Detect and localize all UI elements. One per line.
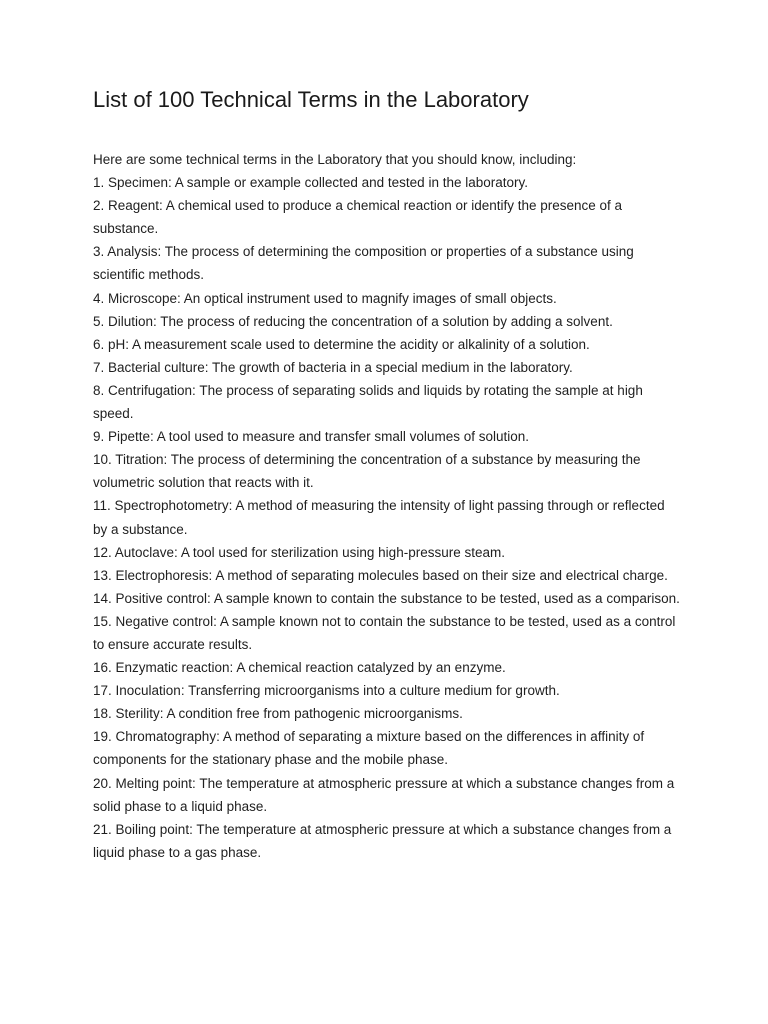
term-item: 18. Sterility: A condition free from pathogenic microorganisms. bbox=[93, 706, 463, 722]
term-item: 19. Chromatography: A method of separating a mixture based on the differences in affinity of components for the stationary phase and the mobile phase. bbox=[93, 729, 645, 768]
term-item: 12. Autoclave: A tool used for sterilization using high-pressure steam. bbox=[93, 544, 505, 560]
term-item: 7. Bacterial culture: The growth of bacteria in a special medium in the laboratory. bbox=[93, 359, 573, 375]
term-item: 20. Melting point: The temperature at atmospheric pressure at which a substance changes from a solid phase to a liquid phase. bbox=[93, 775, 675, 814]
term-item: 6. pH: A measurement scale used to determine the acidity or alkalinity of a solution. bbox=[93, 336, 590, 352]
document-content bbox=[93, 86, 681, 864]
document-title: List of 100 Technical Terms in the Laboratory bbox=[93, 87, 529, 112]
term-item: 15. Negative control: A sample known not to contain the substance to be tested, used as a control to ensure accurate results. bbox=[93, 613, 676, 652]
term-item: 14. Positive control: A sample known to contain the substance to be tested, used as a comparison. bbox=[93, 590, 680, 606]
term-item: 11. Spectrophotometry: A method of measuring the intensity of light passing through or reflected by a substance. bbox=[93, 498, 665, 537]
term-item: 17. Inoculation: Transferring microorganisms into a culture medium for growth. bbox=[93, 683, 560, 699]
term-item: 8. Centrifugation: The process of separating solids and liquids by rotating the sample at high speed. bbox=[93, 382, 643, 422]
term-item: 3. Analysis: The process of determining the composition or properties of a substance using scientific methods. bbox=[93, 244, 634, 283]
term-item: 2. Reagent: A chemical used to produce a chemical reaction or identify the presence of a substance. bbox=[93, 198, 623, 237]
term-item: 21. Boiling point: The temperature at atmospheric pressure at which a substance changes from a liquid phase to a gas phase. bbox=[93, 821, 672, 860]
term-item: 13. Electrophoresis: A method of separating molecules based on their size and electrical charge. bbox=[93, 567, 668, 583]
term-item: 16. Enzymatic reaction: A chemical reaction catalyzed by an enzyme. bbox=[93, 660, 506, 676]
term-item: 4. Microscope: An optical instrument used to magnify images of small objects. bbox=[93, 290, 557, 306]
term-item: 10. Titration: The process of determining the concentration of a substance by measuring the volumetric solution that reacts with it. bbox=[93, 452, 641, 491]
term-item: 9. Pipette: A tool used to measure and transfer small volumes of solution. bbox=[93, 429, 529, 445]
terms-list bbox=[93, 171, 681, 864]
term-item: 5. Dilution: The process of reducing the concentration of a solution by adding a solvent. bbox=[93, 313, 613, 329]
intro-paragraph: Here are some technical terms in the Laboratory that you should know, including: bbox=[93, 152, 577, 167]
term-item: 1. Specimen: A sample or example collected and tested in the laboratory. bbox=[93, 175, 528, 191]
